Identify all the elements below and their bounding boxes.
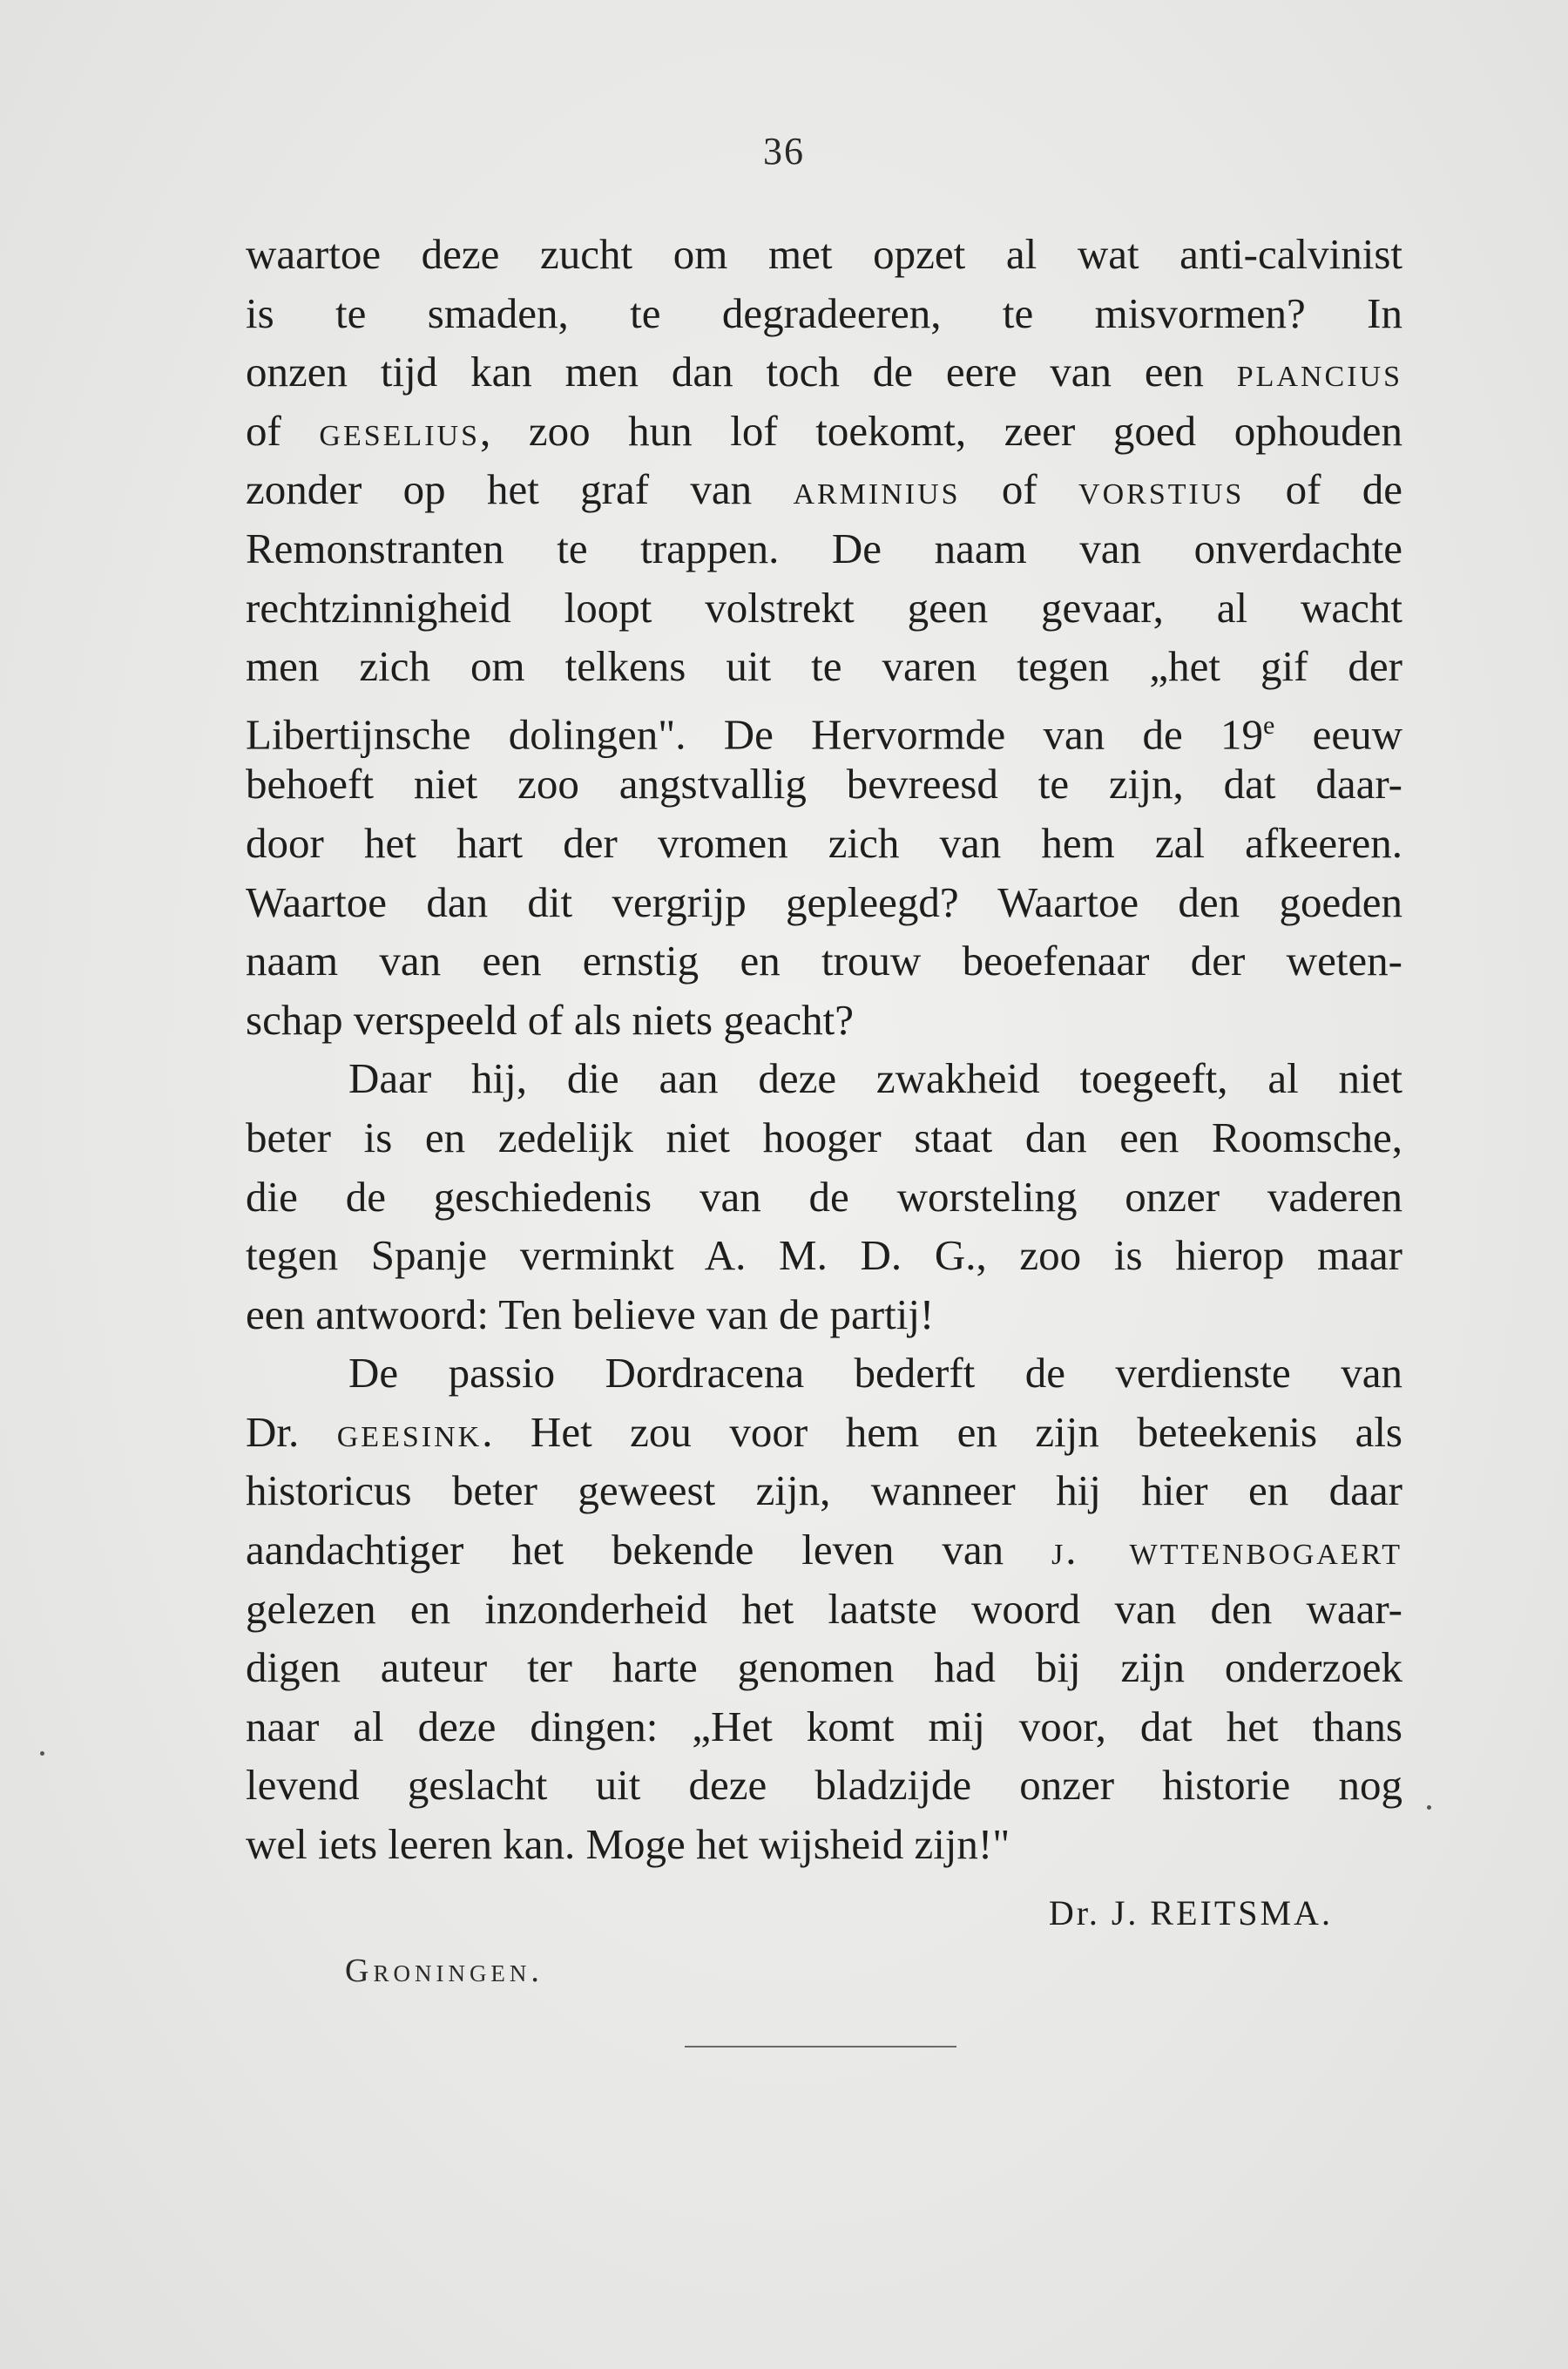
place-name: Groningen. xyxy=(345,1953,544,1989)
text-span: onzen tijd kan men dan toch de eere van een xyxy=(246,348,1237,396)
name-smallcaps: geesink xyxy=(336,1407,483,1456)
text-span: gelezen en inzonderheid het laatste woord van den waar- xyxy=(246,1584,1402,1633)
text-line xyxy=(246,696,1402,759)
text-span: schap verspeeld of als niets geacht? xyxy=(246,995,854,1044)
text-line xyxy=(246,1226,1402,1285)
text-span: waartoe deze zucht om met opzet al wat anti-calvinist xyxy=(246,230,1402,278)
name-smallcaps: vorstius xyxy=(1078,465,1245,514)
text-line xyxy=(246,579,1402,638)
text-span: of de xyxy=(1244,465,1402,514)
text-line xyxy=(246,1756,1402,1815)
superscript: e xyxy=(1263,710,1275,740)
text-span: die de geschiedenis van de worsteling onzer vaderen xyxy=(246,1172,1402,1221)
author-signature: Dr. J. REITSMA. xyxy=(1048,1893,1333,1932)
text-span: aandachtiger het bekende leven van xyxy=(246,1526,1052,1574)
text-span: Dr. xyxy=(246,1407,337,1456)
text-line xyxy=(246,1638,1402,1697)
print-speck xyxy=(40,1751,44,1756)
text-span: Libertijnsche dolingen". De Hervormde van de 19 xyxy=(246,710,1264,759)
text-line xyxy=(246,1520,1402,1580)
text-span: men zich om telkens uit te varen tegen „het gif der xyxy=(246,642,1402,691)
text-line xyxy=(246,637,1402,696)
name-smallcaps: plancius xyxy=(1236,348,1402,396)
text-line xyxy=(246,755,1402,814)
text-line xyxy=(246,1697,1402,1756)
text-span: wel iets leeren kan. Moge het wijsheid zijn!" xyxy=(246,1820,1010,1869)
name-smallcaps: j. wttenbogaert xyxy=(1051,1526,1402,1574)
text-line xyxy=(246,284,1402,343)
text-line xyxy=(246,1108,1402,1168)
print-speck xyxy=(1427,1805,1431,1810)
paragraph-first-line xyxy=(246,1049,1402,1108)
text-span: digen auteur ter harte genomen had bij zijn onderzoek xyxy=(246,1643,1402,1692)
body-text xyxy=(246,225,1402,1874)
text-span: , zoo hun lof toekomt, zeer goed ophouden xyxy=(479,406,1402,455)
text-span: beter is en zedelijk niet hooger staat dan een Roomsche, xyxy=(246,1113,1402,1161)
text-line xyxy=(246,1285,1402,1344)
text-line xyxy=(246,225,1402,284)
text-line xyxy=(246,342,1402,402)
text-span: levend geslacht uit deze bladzijde onzer historie nog xyxy=(246,1761,1402,1810)
name-smallcaps: geselius xyxy=(319,406,480,455)
text-span: behoeft niet zoo angstvallig bevreesd te zijn, dat daar- xyxy=(246,760,1402,809)
text-span: is te smaden, te degradeeren, te misvormen? In xyxy=(246,288,1402,337)
text-span: door het hart der vromen zich van hem zal afkeeren. xyxy=(246,818,1402,867)
text-span: Daar hij, die aan deze zwakheid toegeeft, al niet xyxy=(348,1054,1402,1103)
text-line xyxy=(246,1403,1402,1462)
text-line xyxy=(246,991,1402,1050)
text-line xyxy=(246,1168,1402,1227)
paragraph-first-line xyxy=(246,1344,1402,1403)
text-line xyxy=(246,931,1402,991)
text-line xyxy=(246,814,1402,873)
text-span: Remonstranten te trappen. De naam van onverdachte xyxy=(246,524,1402,572)
text-line xyxy=(246,1461,1402,1520)
text-span: historicus beter geweest zijn, wanneer hij hier en daar xyxy=(246,1466,1402,1515)
text-span: naam van een ernstig en trouw beoefenaar der weten- xyxy=(246,937,1402,985)
text-span: tegen Spanje verminkt A. M. D. G., zoo is hierop maar xyxy=(246,1231,1402,1280)
text-line xyxy=(246,519,1402,579)
text-line xyxy=(246,873,1402,932)
name-smallcaps: arminius xyxy=(793,465,961,514)
text-line xyxy=(246,402,1402,461)
text-span: een antwoord: Ten believe van de partij! xyxy=(246,1289,935,1338)
text-line xyxy=(246,1580,1402,1639)
text-span: of xyxy=(246,406,320,455)
text-span: rechtzinnigheid loopt volstrekt geen gevaar, al wacht xyxy=(246,583,1402,632)
text-span: eeuw xyxy=(1274,710,1402,759)
text-span: Waartoe dan dit vergrijp gepleegd? Waartoe den goeden xyxy=(246,877,1402,926)
page-number: 36 xyxy=(763,130,805,173)
end-rule xyxy=(685,2046,956,2047)
text-span: of xyxy=(960,465,1079,514)
text-span: . Het zou voor hem en zijn beteekenis als xyxy=(482,1407,1403,1456)
text-span: zonder op het graf van xyxy=(246,465,794,514)
text-span: naar al deze dingen: „Het komt mij voor, dat het thans xyxy=(246,1702,1402,1750)
text-line xyxy=(246,1815,1402,1874)
text-span: De passio Dordracena bederft de verdienste van xyxy=(348,1349,1402,1398)
text-line xyxy=(246,460,1402,519)
